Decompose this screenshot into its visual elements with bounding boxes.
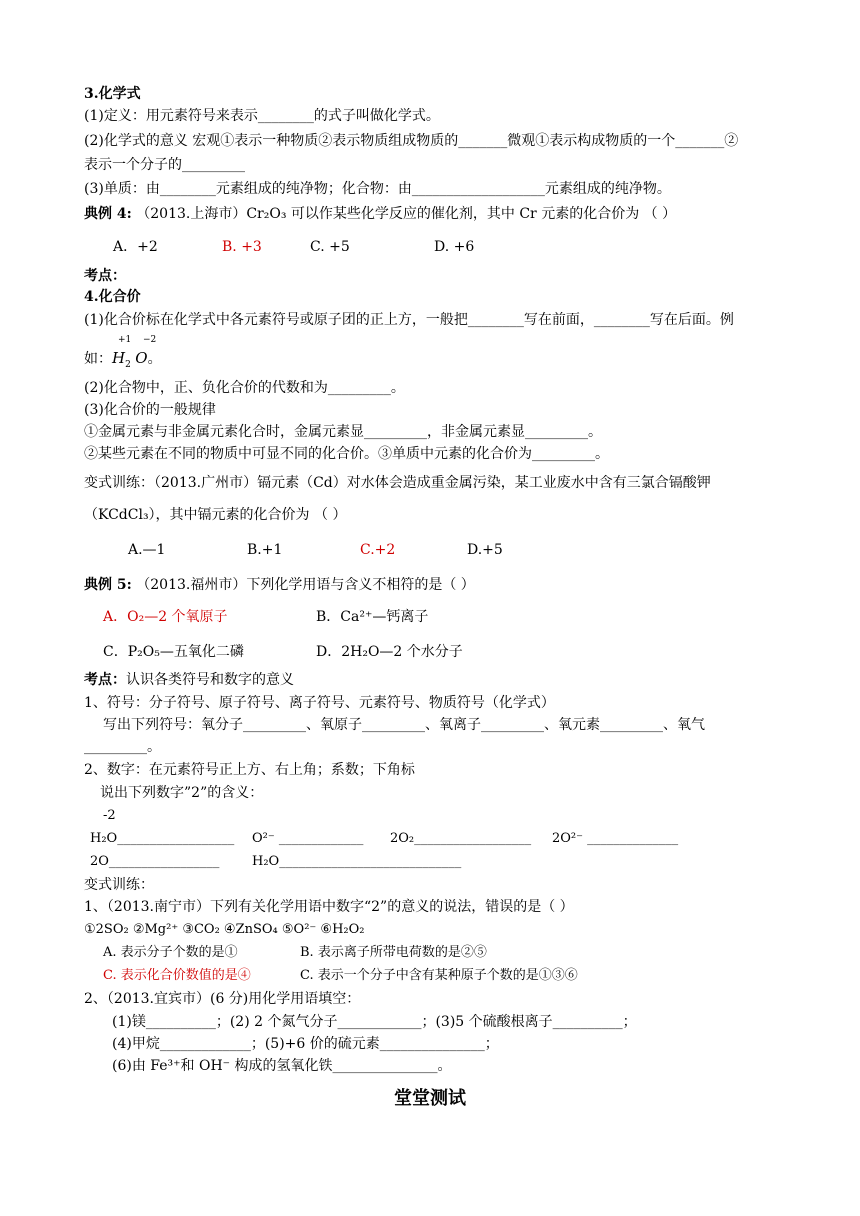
s3-line-1: (1)定义：用元素符号来表示________的式子叫做化学式。 bbox=[84, 108, 440, 124]
example-suffix: 。 bbox=[147, 351, 162, 367]
bs2-option-c: C. 表示化合价数值的是④ bbox=[103, 968, 251, 983]
section-3-heading: 3.化学式 bbox=[84, 86, 141, 102]
ex4-option-d: D. +6 bbox=[434, 239, 475, 255]
formula-sub: 2 bbox=[125, 359, 131, 370]
bs2-option-d: C. 表示一个分子中含有某种原子个数的是①③⑥ bbox=[300, 968, 578, 983]
ex5-p1: 1、符号：分子符号、原子符号、离子符号、元素符号、物质符号（化学式） bbox=[84, 695, 555, 711]
ex5-option-c: C．P₂O₅—五氧化二磷 bbox=[103, 644, 244, 660]
example-4 bbox=[84, 204, 676, 224]
bs1-option-d: D.+5 bbox=[467, 542, 503, 558]
s3-line-2: (2)化学式的意义 宏观①表示一种物质②表示物质组成物质的_______微观①表示构成物质的一个_______② bbox=[84, 133, 739, 149]
variant-1-line-2: （KCdCl₃），其中镉元素的化合价为 （ ） bbox=[84, 507, 347, 523]
ex5-p2: 2、数字：在元素符号正上方、右上角；系数；下角标 bbox=[84, 762, 415, 778]
ex5-r2b: H₂O____________________________ bbox=[252, 854, 462, 869]
ex5-option-b: B．Ca²⁺—钙离子 bbox=[316, 609, 429, 625]
s4-line-6: ②某些元素在不同的物质中可显不同的化合价。③单质中元素的化合价为_________。 bbox=[84, 446, 609, 462]
ex5-kaodian-label: 考点： bbox=[84, 672, 126, 688]
ex5-r1a: H₂O__________________ bbox=[90, 831, 235, 846]
s3-line-3: 表示一个分子的_________ bbox=[84, 157, 245, 173]
bs2-option-a: A. 表示分子个数的是① bbox=[103, 945, 238, 960]
bs2-q2: 2、（2013.宜宾市）(6 分)用化学用语填空： bbox=[84, 991, 361, 1007]
s4-line-3: (2)化合物中，正、负化合价的代数和为_________。 bbox=[84, 380, 405, 396]
bs2-q1-items: ①2SO₂ ②Mg²⁺ ③CO₂ ④ZnSO₄ ⑤O²⁻ ⑥H₂O₂ bbox=[84, 922, 365, 937]
example-4-text: （2013.上海市）Cr₂O₃ 可以作某些化学反应的催化剂，其中 Cr 元素的化合价为 （ ） bbox=[136, 206, 677, 222]
ex5-minus-two: -2 bbox=[103, 808, 116, 823]
example-prefix: 如： bbox=[84, 351, 112, 367]
formula-o: O bbox=[135, 349, 148, 367]
bs2-q2c: (6)由 Fe³⁺和 OH⁻ 构成的氢氧化铁_______________。 bbox=[112, 1058, 452, 1074]
variant-2-label: 变式训练： bbox=[84, 877, 154, 893]
bs2-q1: 1、（2013.南宁市）下列有关化学用语中数字“2”的意义的说法，错误的是（ ） bbox=[84, 899, 574, 915]
ex5-r1c: 2O₂__________________ bbox=[390, 831, 532, 846]
s4-line-1: (1)化合价标在化学式中各元素符号或原子团的正上方，一般把________写在前面，________写在后面。例 bbox=[84, 312, 734, 328]
bs1-option-c: C.+2 bbox=[360, 542, 396, 558]
ex5-p2b: 说出下列数字”2”的含义： bbox=[100, 785, 264, 801]
example-5-text: （2013.福州市）下列化学用语与含义不相符的是（ ） bbox=[136, 577, 475, 593]
formula-h: H bbox=[112, 349, 126, 367]
bs2-option-b: B. 表示离子所带电荷数的是②⑤ bbox=[300, 945, 487, 960]
bs2-q2b: (4)甲烷_____________；(5)+6 价的硫元素_______________； bbox=[112, 1036, 499, 1052]
ex5-kaodian-text: 认识各类符号和数字的意义 bbox=[126, 672, 294, 688]
s4-line-5: ①金属元素与非金属元素化合时，金属元素显_________，非金属元素显_________。 bbox=[84, 424, 602, 440]
example-5 bbox=[84, 575, 475, 595]
ex4-option-c: C. +5 bbox=[310, 239, 350, 255]
bs1-option-a: A.—1 bbox=[128, 542, 166, 558]
bs1-option-b: B.+1 bbox=[247, 542, 283, 558]
ex5-kaodian bbox=[84, 670, 294, 690]
s3-line-4: (3)单质：由________元素组成的纯净物；化合物：由___________________元素组成的纯净物。 bbox=[84, 181, 671, 197]
s4-line-2 bbox=[84, 348, 162, 369]
bs2-q2a: (1)镁__________；(2) 2 个氮气分子____________；(3)5 个硫酸根离子__________； bbox=[112, 1014, 637, 1030]
example-5-label: 典例 5: bbox=[84, 577, 132, 593]
ex5-option-d: D．2H₂O—2 个水分子 bbox=[316, 644, 463, 660]
ex5-option-a: A．O₂—2 个氧原子 bbox=[103, 609, 228, 625]
h-valence: +1 bbox=[118, 335, 132, 345]
ex4-option-a: A．+2 bbox=[113, 239, 158, 255]
ex4-kaodian: 考点： bbox=[84, 268, 126, 284]
ex5-r1d: 2O²⁻ ______________ bbox=[552, 831, 679, 846]
section-4-heading: 4.化合价 bbox=[84, 289, 141, 305]
o-valence: −2 bbox=[143, 335, 157, 345]
example-4-label: 典例 4: bbox=[84, 206, 132, 222]
ex5-p1c: _________。 bbox=[84, 739, 161, 755]
ex5-p1b: 写出下列符号：氧分子_________、氧原子_________、氧离子_________、氧元素_________、氧气 bbox=[103, 717, 705, 733]
s4-line-4: (3)化合价的一般规律 bbox=[84, 402, 216, 418]
ex5-r2a: 2O_________________ bbox=[90, 854, 220, 869]
variant-1-line-1: 变式训练：（2013.广州市）镉元素（Cd）对水体会造成重金属污染，某工业废水中含有三氯合镉酸钾 bbox=[84, 475, 711, 491]
section-title-class-test: 堂堂测试 bbox=[394, 1088, 466, 1109]
ex5-r1b: O²⁻ _____________ bbox=[252, 831, 364, 846]
ex4-option-b: B. +3 bbox=[222, 239, 262, 255]
